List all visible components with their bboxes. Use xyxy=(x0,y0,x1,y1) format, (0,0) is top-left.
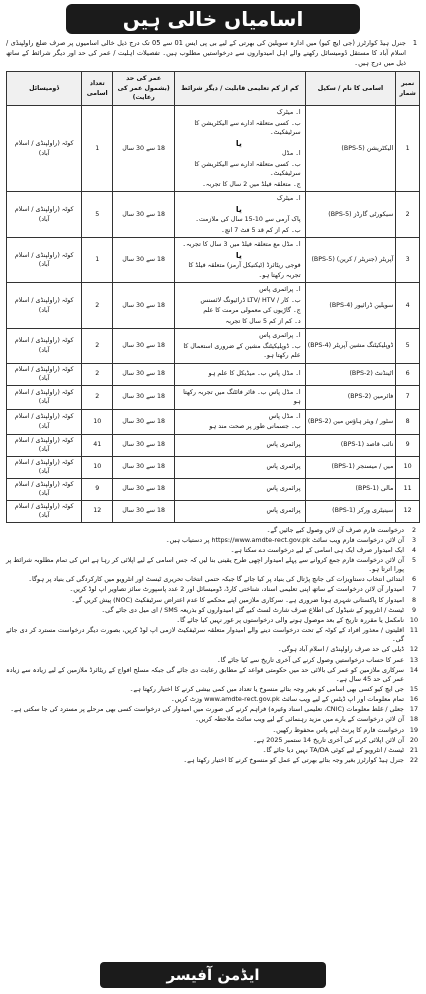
row-number: 6 xyxy=(396,363,420,385)
intro-text: جنرل ہیڈ کوارٹرز (جی ایچ کیو) میں ادارہ سویلین کی بھرتی کے لیے بی پی ایس 01 سے 05 تک درج ذیل خالی اسامیوں پر صرف ضلع راولپنڈی / اسلام آباد کا مستقل ڈومیسائل رکھنے والے اہل امیدواروں سے درخواستیں مطلوب ہیں۔ تفصیلات اہلیت / عمر کی حد اور دیگر شرائط کے ساتھ ذیل میں درج ہیں۔ xyxy=(6,39,406,67)
note-text: آن لائن اپلائی کرنے کی آخری تاریخ 14 ستمبر 2025 ہے۔ xyxy=(252,735,404,744)
note-item xyxy=(6,575,420,584)
row-number: 10 xyxy=(396,456,420,478)
note-text: آن لائن درخواست فارم ویب سائٹ https://www.amdte-rect.gov.pk پر دستیاب ہیں۔ xyxy=(165,535,404,544)
signature-block xyxy=(100,962,326,988)
age-limit: 18 سے 30 سال xyxy=(113,329,175,364)
qualification-line: ب۔ کسی متعلقہ ادارے سے الیکٹریشن کا سرٹیفکیٹ۔ xyxy=(194,160,301,177)
row-number: 9 xyxy=(396,434,420,456)
page-title xyxy=(66,4,360,34)
qualification xyxy=(175,434,306,456)
row-number: 11 xyxy=(396,478,420,500)
note-text: ابتدائی انتخاب دستاویزات کی جانچ پڑتال کی بنیاد پر کیا جائے گا جبکہ حتمی انتخاب تحریری ٹیسٹ اور انٹرویو میں کارکردگی کی بنیاد پر ہوگا۔ xyxy=(28,575,404,584)
qualification-line: د۔ کم از کم 5 سال کا تجربہ xyxy=(225,317,301,325)
note-item xyxy=(6,536,420,545)
note-number: 4 xyxy=(411,545,417,554)
note-number: 16 xyxy=(409,695,419,704)
note-item xyxy=(6,746,420,755)
qualification-line: پرائمری پاس xyxy=(266,463,301,471)
note-text: آن لائن درخواست فارم جمع کروانے سے پہلے امیدوار اچھی طرح یقینی بنا لیں کہ جس اسامی کے لیے اپلائی کر رہا ہے اس کی تمام مطلوبہ شرائط پر پورا اترتا ہو۔ xyxy=(6,556,404,574)
vacancy-count: 2 xyxy=(82,283,113,329)
header-count: تعداد اسامی xyxy=(82,72,113,106)
qualification-line: ب۔ کار / LTV/ HTV ڈرائیونگ لائسنس xyxy=(200,296,301,304)
vacancy-count: 1 xyxy=(82,238,113,283)
qualification-line: فوجی ریٹائرڈ (ٹیکنیکل آرمز) متعلقہ فیلڈ کا تجربہ رکھتا ہو۔ xyxy=(188,262,301,279)
note-number: 21 xyxy=(409,746,419,755)
note-item xyxy=(6,616,420,625)
qualification xyxy=(175,283,306,329)
header-post: اسامی کا نام / سکیل xyxy=(305,72,396,106)
vacancy-count: 2 xyxy=(82,385,113,409)
note-text: درخواست فارم کا پرنٹ اپنے پاس محفوظ رکھیں۔ xyxy=(272,725,404,734)
vacancy-count: 41 xyxy=(82,434,113,456)
note-item xyxy=(6,685,420,694)
note-item xyxy=(6,656,420,665)
header-domicile: ڈومیسائل xyxy=(7,72,82,106)
qualification-line: ا۔ مڈل پاس ب۔ میڈیکل کا علم ہو xyxy=(208,370,301,378)
post-name: سینیٹری ورکر (BPS-1) xyxy=(305,500,396,522)
note-text: نامکمل یا مقررہ تاریخ کے بعد موصول ہونے والی درخواستوں پر غور نہیں کیا جائے گا۔ xyxy=(176,616,404,625)
age-limit: 18 سے 30 سال xyxy=(113,283,175,329)
note-item xyxy=(6,606,420,615)
domicile: کوٹہ (راولپنڈی / اسلام آباد) xyxy=(7,363,82,385)
signature-text: ایڈمن آفیسر xyxy=(166,966,260,984)
row-number: 1 xyxy=(396,106,420,192)
table-row xyxy=(7,478,420,500)
table-row xyxy=(7,106,420,192)
domicile: کوٹہ (راولپنڈی / اسلام آباد) xyxy=(7,385,82,409)
row-number: 3 xyxy=(396,238,420,283)
note-text: ایک امیدوار صرف ایک ہی اسامی کے لیے درخواست دے سکتا ہے۔ xyxy=(230,545,404,554)
post-name: آپریٹر (جنریٹر / کرین) (BPS-5) xyxy=(305,238,396,283)
note-number: 20 xyxy=(409,735,419,744)
qualification-line: پرائمری پاس xyxy=(266,485,301,493)
notes-list xyxy=(6,526,420,766)
note-number: 7 xyxy=(411,585,417,594)
note-number: 19 xyxy=(409,725,419,734)
table-row xyxy=(7,409,420,434)
domicile: کوٹہ (راولپنڈی / اسلام آباد) xyxy=(7,409,82,434)
intro-paragraph xyxy=(6,38,420,68)
row-number: 8 xyxy=(396,409,420,434)
qualification-line: پرائمری پاس xyxy=(266,507,301,515)
post-name: سویلین ڈرائیور (BPS-4) xyxy=(305,283,396,329)
table-row xyxy=(7,434,420,456)
note-text: ٹیسٹ / انٹرویو کے شیڈول کی اطلاع صرف شارٹ لسٹ کیے گئے امیدواروں کو بذریعہ SMS / ای میل دی جائے گی۔ xyxy=(101,605,404,614)
qualification-line: ا۔ میٹرک xyxy=(276,195,301,202)
vacancy-count: 2 xyxy=(82,329,113,364)
post-name: میں / میسنجر (BPS-1) xyxy=(305,456,396,478)
note-number: 8 xyxy=(411,595,417,604)
age-limit: 18 سے 30 سال xyxy=(113,478,175,500)
note-item xyxy=(6,585,420,594)
qualification-line: ا۔ پرائمری پاس xyxy=(259,332,301,339)
age-limit: 18 سے 30 سال xyxy=(113,363,175,385)
domicile: کوٹہ (راولپنڈی / اسلام آباد) xyxy=(7,106,82,192)
note-item xyxy=(6,726,420,735)
note-number: 2 xyxy=(411,525,417,534)
note-number: 13 xyxy=(409,655,419,664)
note-text: عمر کا حساب درخواستیں وصول کرنے کی آخری تاریخ سے کیا جائے گا۔ xyxy=(216,655,404,664)
note-number: 18 xyxy=(409,715,419,724)
domicile: کوٹہ (راولپنڈی / اسلام آباد) xyxy=(7,434,82,456)
note-text: تمام معلومات اور اپ ڈیٹس کے لیے ویب سائٹ www.amdte-rect.gov.pk وزٹ کریں۔ xyxy=(170,695,404,704)
note-number: 3 xyxy=(411,535,417,544)
vacancy-count: 10 xyxy=(82,409,113,434)
table-row xyxy=(7,329,420,364)
qualification xyxy=(175,106,306,192)
table-row xyxy=(7,363,420,385)
qualification-line: ج۔ متعلقہ فیلڈ میں 2 سال کا تجربہ۔ xyxy=(202,180,301,188)
header-qualification: کم از کم تعلیمی قابلیت / دیگر شرائط xyxy=(175,72,306,106)
post-name: الیکٹریشن (BPS-5) xyxy=(305,106,396,192)
note-number: 11 xyxy=(409,626,419,635)
vacancy-count: 2 xyxy=(82,363,113,385)
qualification-line: پاک آرمی سے 10-15 سال کی ملازمت۔ xyxy=(195,216,301,223)
note-number: 6 xyxy=(411,575,417,584)
qualification-line: ا۔ مڈل مع متعلقہ فیلڈ میں 3 سال کا تجربہ۔ xyxy=(182,241,301,248)
qualification xyxy=(175,238,306,283)
header-num: نمبر شمار xyxy=(396,72,420,106)
qualification-line: ا۔ مڈل xyxy=(281,150,301,157)
table-row xyxy=(7,238,420,283)
note-item xyxy=(6,715,420,724)
qualification xyxy=(175,385,306,409)
table-row xyxy=(7,456,420,478)
note-text: امیدوار آن لائن درخواست کے ساتھ اپنی تعلیمی اسناد، شناختی کارڈ، ڈومیسائل اور 2 عدد پاسپورٹ سائز تصاویر اپ لوڈ کریں۔ xyxy=(69,585,404,594)
or-separator: یا xyxy=(235,138,242,148)
row-number: 2 xyxy=(396,192,420,238)
note-text: جعلی / غلط معلومات (CNIC، تعلیمی اسناد وغیرہ) فراہم کرنے کی صورت میں امیدوار کی درخواست کسی بھی مرحلے پر مسترد کی جا سکتی ہے۔ xyxy=(10,705,404,714)
note-number: 12 xyxy=(409,645,419,654)
vacancies-table xyxy=(6,71,420,523)
note-text: آن لائن درخواست کے بارے میں مزید رہنمائی کے لیے ویب سائٹ ملاحظہ کریں۔ xyxy=(195,715,404,724)
page-title-text: اسامیاں خالی ہیں xyxy=(122,7,304,31)
note-number: 10 xyxy=(409,616,419,625)
note-text: امیدوار کا پاکستانی شہری ہونا ضروری ہے۔ سرکاری ملازمین اپنے محکمے کا عدم اعتراض سرٹیفکیٹ (NOC) پیش کریں گے۔ xyxy=(71,595,404,604)
age-limit: 18 سے 30 سال xyxy=(113,385,175,409)
note-item xyxy=(6,736,420,745)
header-age: عمر کی حد (بشمول عمر کی رعایت) xyxy=(113,72,175,106)
qualification-line: ا۔ میٹرک xyxy=(276,109,301,116)
age-limit: 18 سے 30 سال xyxy=(113,238,175,283)
post-name: اٹینڈنٹ (BPS-2) xyxy=(305,363,396,385)
note-item xyxy=(6,556,420,574)
domicile: کوٹہ (راولپنڈی / اسلام آباد) xyxy=(7,478,82,500)
row-number: 7 xyxy=(396,385,420,409)
table-header-row xyxy=(7,72,420,106)
note-item xyxy=(6,596,420,605)
note-text: ڈیلی کی حد صرف راولپنڈی / اسلام آباد ہوگی۔ xyxy=(277,645,404,654)
age-limit: 18 سے 30 سال xyxy=(113,500,175,522)
note-text: درخواست فارم صرف آن لائن وصول کیے جائیں گے۔ xyxy=(266,525,404,534)
vacancy-count: 5 xyxy=(82,192,113,238)
note-number: 5 xyxy=(411,556,417,565)
or-separator: یا xyxy=(235,204,242,214)
table-row xyxy=(7,500,420,522)
note-text: سرکاری ملازمین کو عمر کی بالائی حد میں حکومتی قواعد کے مطابق رعایت دی جائے گی جبکہ مسلح افواج کے ریٹائرڈ ملازمین کے لیے زیادہ سے زیادہ عمر کی حد 45 سال ہے۔ xyxy=(6,665,404,683)
note-item xyxy=(6,705,420,714)
note-item xyxy=(6,666,420,684)
vacancy-count: 9 xyxy=(82,478,113,500)
qualification-line: ا۔ مڈل پاس ب۔ فائر فائٹنگ میں تجربہ رکھتا ہو xyxy=(183,388,301,405)
domicile: کوٹہ (راولپنڈی / اسلام آباد) xyxy=(7,238,82,283)
note-item xyxy=(6,695,420,704)
vacancy-count: 12 xyxy=(82,500,113,522)
post-name: ڈوپلیکیٹنگ مشین آپریٹر (BPS-4) xyxy=(305,329,396,364)
post-name: سٹور / ویئر ہاؤس مین (BPS-2) xyxy=(305,409,396,434)
note-item xyxy=(6,526,420,535)
post-name: مالی (BPS-1) xyxy=(305,478,396,500)
age-limit: 18 سے 30 سال xyxy=(113,409,175,434)
qualification xyxy=(175,478,306,500)
note-number: 14 xyxy=(409,665,419,674)
qualification-line: ب۔ جسمانی طور پر صحت مند ہو xyxy=(209,423,301,430)
qualification xyxy=(175,192,306,238)
qualification-line: ج۔ گاڑیوں کی معمولی مرمت کا علم xyxy=(203,307,301,314)
qualification xyxy=(175,456,306,478)
table-row xyxy=(7,283,420,329)
qualification xyxy=(175,329,306,364)
row-number: 4 xyxy=(396,283,420,329)
qualification-line: ب۔ کسی متعلقہ ادارے سے الیکٹریشن کا سرٹیفکیٹ۔ xyxy=(194,119,301,136)
note-text: اقلیتوں / معذور افراد کے کوٹہ کے تحت درخواست دینے والے امیدوار متعلقہ سرٹیفکیٹ لازمی اپ لوڈ کریں، بصورت دیگر درخواست مسترد کر دی جائے گی۔ xyxy=(6,626,404,644)
qualification-line: ا۔ مڈل پاس xyxy=(268,412,301,420)
row-number: 5 xyxy=(396,329,420,364)
qualification-line: پرائمری پاس xyxy=(266,441,301,449)
age-limit: 18 سے 30 سال xyxy=(113,106,175,192)
note-number: 9 xyxy=(411,605,417,614)
note-item xyxy=(6,546,420,555)
row-number: 12 xyxy=(396,500,420,522)
note-text: ٹیسٹ / انٹرویو کے لیے کوئی TA/DA نہیں دیا جائے گا۔ xyxy=(262,746,404,755)
note-item xyxy=(6,756,420,765)
post-name: سیکورٹی گارڈز (BPS-5) xyxy=(305,192,396,238)
domicile: کوٹہ (راولپنڈی / اسلام آباد) xyxy=(7,500,82,522)
note-number: 22 xyxy=(409,756,419,765)
post-name: فائرمین (BPS-2) xyxy=(305,385,396,409)
domicile: کوٹہ (راولپنڈی / اسلام آباد) xyxy=(7,283,82,329)
intro-number: 1 xyxy=(412,39,418,47)
note-item xyxy=(6,645,420,654)
qualification xyxy=(175,500,306,522)
note-text: جنرل ہیڈ کوارٹرز بغیر وجہ بتائے بھرتی کے عمل کو منسوخ کرنے کا اختیار رکھتا ہے۔ xyxy=(183,756,404,765)
qualification xyxy=(175,409,306,434)
age-limit: 18 سے 30 سال xyxy=(113,434,175,456)
qualification xyxy=(175,363,306,385)
domicile: کوٹہ (راولپنڈی / اسلام آباد) xyxy=(7,192,82,238)
vacancy-count: 10 xyxy=(82,456,113,478)
domicile: کوٹہ (راولپنڈی / اسلام آباد) xyxy=(7,456,82,478)
note-text: جی ایچ کیو کسی بھی اسامی کو بغیر وجہ بتائے منسوخ یا تعداد میں کمی بیشی کرنے کا اختیار رکھتا ہے۔ xyxy=(129,684,404,693)
or-separator: یا xyxy=(235,250,242,260)
domicile: کوٹہ (راولپنڈی / اسلام آباد) xyxy=(7,329,82,364)
qualification-line: ا۔ پرائمری پاس xyxy=(259,286,301,293)
qualification-line: ب۔ ڈوپلیکیٹنگ مشین کے ضروری استعمال کا علم رکھتا ہو۔ xyxy=(183,342,301,359)
age-limit: 18 سے 30 سال xyxy=(113,192,175,238)
note-number: 15 xyxy=(409,684,419,693)
table-row xyxy=(7,192,420,238)
qualification-line: ب۔ کم از کم قد 5 فٹ 7 انچ۔ xyxy=(221,226,301,234)
age-limit: 18 سے 30 سال xyxy=(113,456,175,478)
table-row xyxy=(7,385,420,409)
vacancy-count: 1 xyxy=(82,106,113,192)
note-number: 17 xyxy=(409,705,419,714)
note-item xyxy=(6,626,420,644)
post-name: نائب قاصد (BPS-1) xyxy=(305,434,396,456)
